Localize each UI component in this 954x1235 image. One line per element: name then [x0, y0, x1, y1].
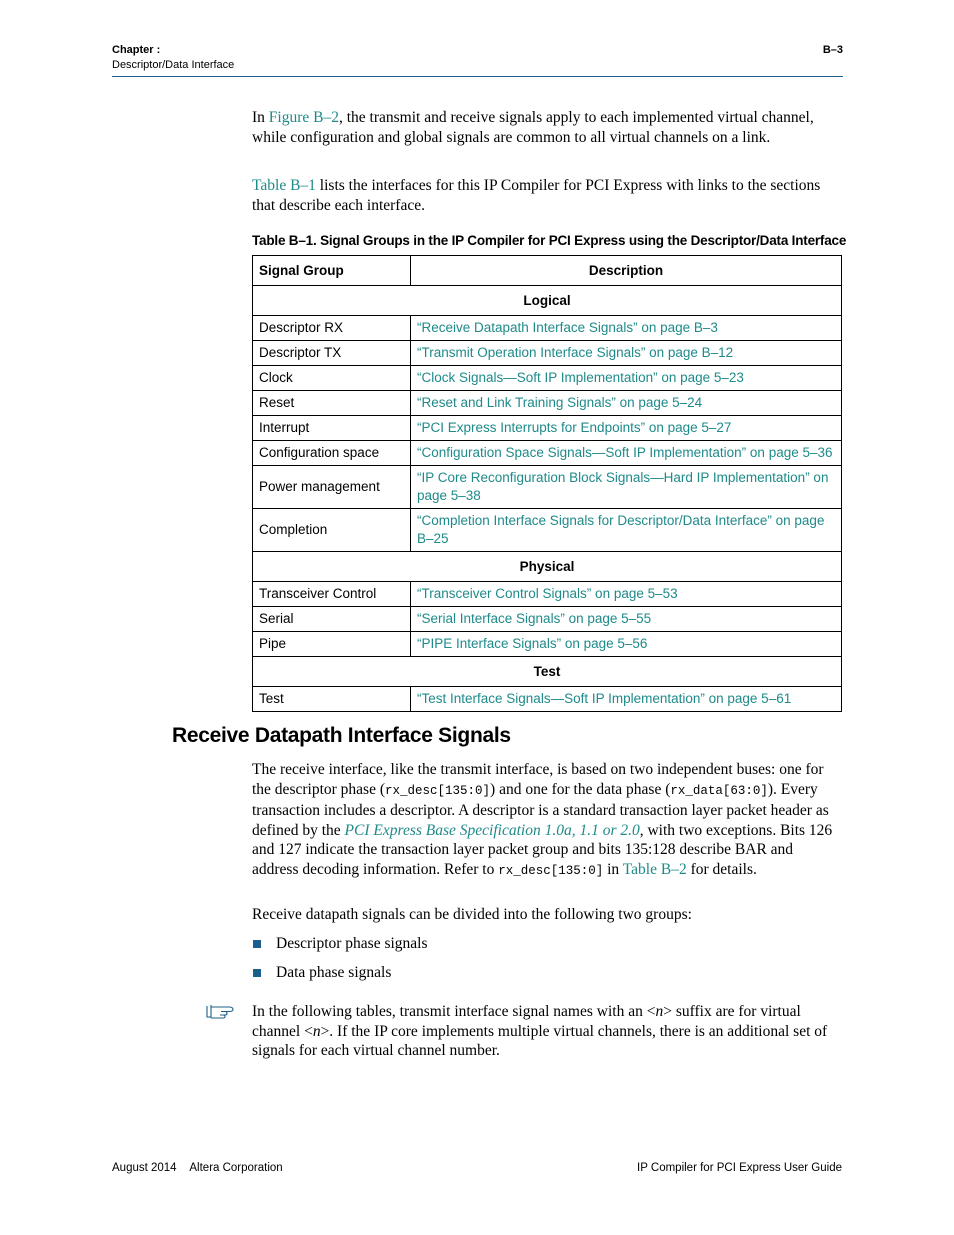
text: In the following tables, transmit interface signal names with an <	[252, 1003, 656, 1020]
text: ). Every transaction includes a descriptor. A descriptor is a standard transaction layer packet header as defined by the	[252, 780, 829, 839]
figure-b2-link[interactable]: Figure B–2	[268, 109, 339, 126]
intro-paragraph-1	[252, 108, 842, 147]
description-link[interactable]: “Configuration Space Signals—Soft IP Implementation” on page 5–36	[417, 445, 833, 460]
text: ) and one for the data phase (	[490, 780, 671, 798]
table-b2-link[interactable]: Table B–2	[622, 860, 687, 878]
signal-groups-table	[252, 255, 842, 712]
description-link[interactable]: “Reset and Link Training Signals” on page 5–24	[417, 395, 703, 410]
signal-group-cell: Descriptor RX	[253, 316, 411, 341]
table-b1-link[interactable]: Table B–1	[252, 177, 316, 194]
table-row	[253, 607, 842, 632]
description-link[interactable]: “Serial Interface Signals” on page 5–55	[417, 611, 652, 626]
description-link[interactable]: “Completion Interface Signals for Descriptor/Data Interface” on page B–25	[417, 513, 825, 546]
pci-spec-link[interactable]: PCI Express Base Specification 1.0a, 1.1 or 2.0	[344, 821, 640, 839]
table-caption: Table B–1. Signal Groups in the IP Compiler for PCI Express using the Descriptor/Data Interface	[252, 233, 847, 248]
table-row	[253, 582, 842, 607]
receive-interface-paragraph	[252, 760, 842, 881]
description-link[interactable]: “IP Core Reconfiguration Block Signals—Hard IP Implementation” on page 5–38	[417, 470, 829, 503]
list-item	[252, 963, 428, 992]
group-row-logical	[253, 286, 842, 316]
bullet-text: Data phase signals	[276, 964, 392, 981]
table-row	[253, 632, 842, 657]
bullet-list	[252, 934, 428, 992]
bullet-text: Descriptor phase signals	[276, 935, 428, 952]
page-header	[112, 44, 843, 71]
code-rx-desc-ref: rx_desc[135:0]	[498, 863, 604, 878]
description-link[interactable]: “PIPE Interface Signals” on page 5–56	[417, 636, 648, 651]
signal-group-cell: Serial	[253, 607, 411, 632]
signal-group-cell: Completion	[253, 509, 411, 552]
table-row	[253, 441, 842, 466]
group-label: Test	[253, 657, 842, 687]
table-row	[253, 466, 842, 509]
text: lists the interfaces for this IP Compiler for PCI Express with links to the sections that describe each interface.	[252, 177, 821, 214]
signal-group-cell: Clock	[253, 366, 411, 391]
list-item	[252, 934, 428, 963]
intro-paragraph-2	[252, 176, 842, 215]
section-label: Descriptor/Data Interface	[112, 59, 235, 71]
group-label: Logical	[253, 286, 842, 316]
table-row	[253, 341, 842, 366]
signal-group-cell: Test	[253, 687, 411, 712]
text: >. If the IP core implements multiple virtual channels, there is an additional set of signals for each virtual channel number.	[252, 1022, 828, 1059]
bullet-square-icon	[253, 969, 261, 977]
note-paragraph	[252, 1002, 842, 1061]
description-link[interactable]: “Transmit Operation Interface Signals” on page B–12	[417, 345, 734, 360]
section-heading: Receive Datapath Interface Signals	[172, 724, 511, 747]
table-row	[253, 509, 842, 552]
text: , the transmit and receive signals apply to each implemented virtual channel, while configuration and global signals are common to all virtual channels on a link.	[252, 109, 814, 146]
table-row	[253, 366, 842, 391]
groups-paragraph: Receive datapath signals can be divided into the following two groups:	[252, 906, 692, 923]
bullet-square-icon	[253, 940, 261, 948]
text: In	[252, 109, 269, 126]
group-row-physical	[253, 552, 842, 582]
text: n	[312, 1022, 321, 1040]
chapter-label: Chapter :	[112, 44, 161, 56]
table-row	[253, 316, 842, 341]
table-row	[253, 416, 842, 441]
text: , with two exceptions. Bits 126 and 127 indicate the transaction layer packet group and bits 135:128 describe BAR and address decoding information. Refer to	[252, 821, 833, 878]
signal-group-cell: Descriptor TX	[253, 341, 411, 366]
page-number: B–3	[822, 44, 843, 56]
group-label: Physical	[253, 552, 842, 582]
group-row-test	[253, 657, 842, 687]
description-link[interactable]: “Transceiver Control Signals” on page 5–53	[417, 586, 678, 601]
footer-title: IP Compiler for PCI Express User Guide	[637, 1162, 842, 1174]
signal-group-cell: Power management	[253, 466, 411, 509]
footer-company: Altera Corporation	[189, 1162, 283, 1174]
text: in	[603, 860, 623, 878]
code-rx-desc: rx_desc[135:0]	[385, 783, 491, 798]
pointing-hand-note-icon	[205, 1002, 239, 1025]
text: > suffix are for virtual channel <	[252, 1003, 801, 1040]
table-row	[253, 391, 842, 416]
header-rule	[112, 76, 843, 77]
code-rx-data: rx_data[63:0]	[670, 783, 768, 798]
signal-group-cell: Transceiver Control	[253, 582, 411, 607]
table-header-row	[253, 256, 842, 286]
signal-group-cell: Pipe	[253, 632, 411, 657]
table-row	[253, 687, 842, 712]
text: for details.	[686, 860, 757, 878]
signal-group-cell: Configuration space	[253, 441, 411, 466]
description-link[interactable]: “Clock Signals—Soft IP Implementation” on page 5–23	[417, 370, 744, 385]
footer-left	[112, 1162, 283, 1174]
signal-group-cell: Interrupt	[253, 416, 411, 441]
footer-date: August 2014	[112, 1162, 177, 1174]
column-header-description: Description	[411, 256, 842, 286]
description-link[interactable]: “PCI Express Interrupts for Endpoints” on page 5–27	[417, 420, 732, 435]
description-link[interactable]: “Test Interface Signals—Soft IP Implementation” on page 5–61	[417, 691, 792, 706]
text: n	[655, 1003, 664, 1020]
column-header-signal-group: Signal Group	[253, 256, 411, 286]
signal-group-cell: Reset	[253, 391, 411, 416]
description-link[interactable]: “Receive Datapath Interface Signals” on page B–3	[417, 320, 718, 335]
text: The receive interface, like the transmit interface, is based on two independent buses: one for the descriptor phase (	[252, 761, 824, 798]
